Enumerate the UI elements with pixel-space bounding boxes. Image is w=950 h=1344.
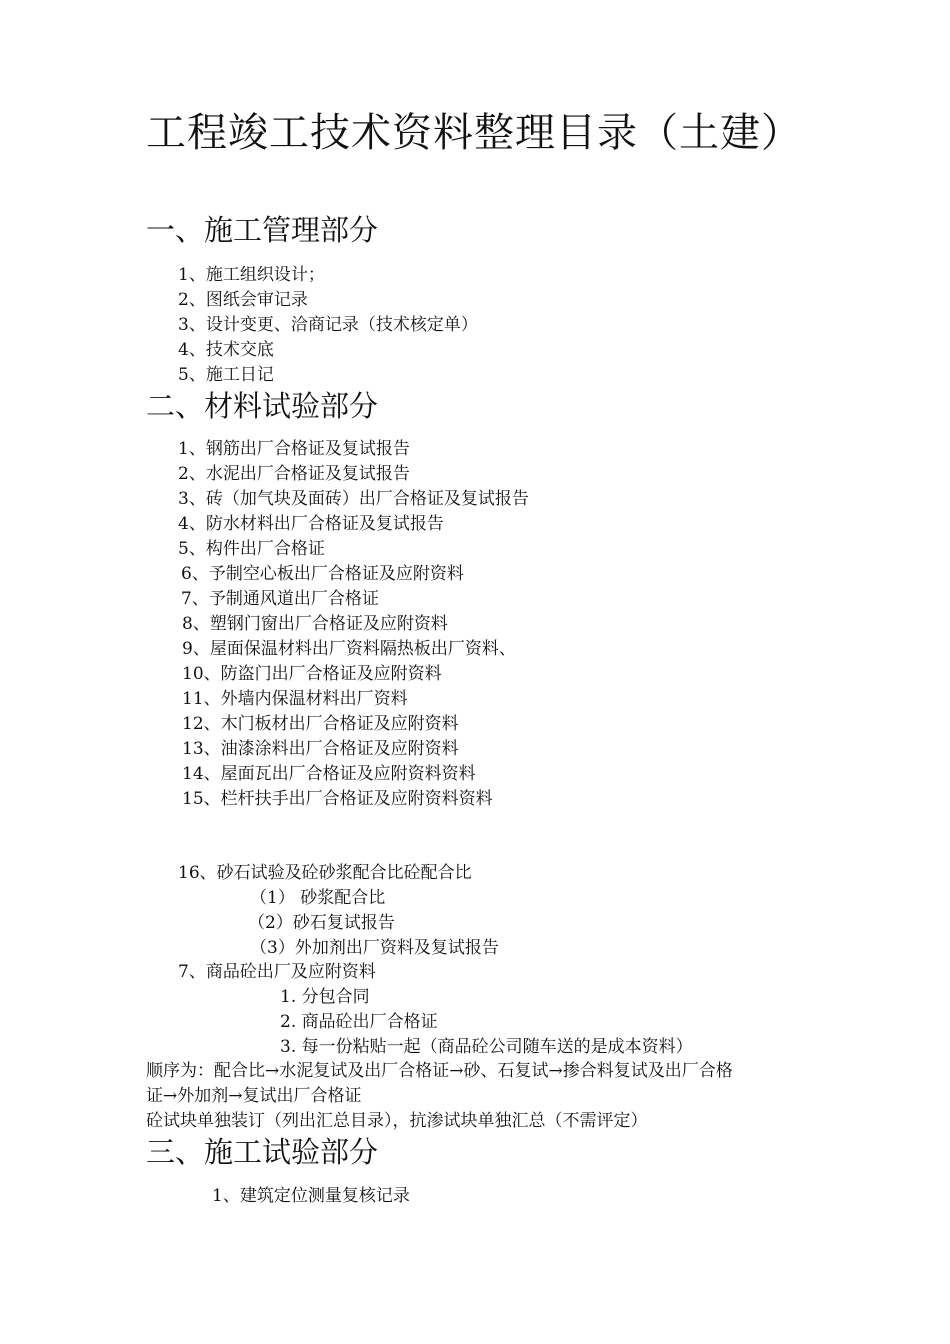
list-item: 3、砖（加气块及面砖）出厂合格证及复试报告	[178, 489, 529, 509]
list-item: 5、施工日记	[178, 365, 274, 385]
list-item: 1、建筑定位测量复核记录	[212, 1186, 410, 1206]
list-item: 4、防水材料出厂合格证及复试报告	[178, 514, 444, 534]
list-item: 1、钢筋出厂合格证及复试报告	[178, 439, 410, 459]
list-item: 7、商品砼出厂及应附资料	[178, 962, 376, 982]
list-item: 1、施工组织设计；	[178, 265, 325, 285]
list-item: 10、防盗门出厂合格证及应附资料	[182, 664, 442, 684]
sub-list-item: （2）砂石复试报告	[248, 913, 395, 933]
list-item: 6、予制空心板出厂合格证及应附资料	[181, 564, 464, 584]
sub-list-item: （3）外加剂出厂资料及复试报告	[250, 938, 499, 958]
section-heading-construction-testing: 三、施工试验部分	[146, 1135, 379, 1169]
document-title: 工程竣工技术资料整理目录（土建）	[146, 110, 802, 156]
section-heading-construction-management: 一、施工管理部分	[146, 213, 379, 247]
section-heading-material-testing: 二、材料试验部分	[146, 389, 379, 423]
test-block-note: 砼试块单独装订（列出汇总目录），抗渗试块单独汇总（不需评定）	[146, 1111, 648, 1131]
list-item: 15、栏杆扶手出厂合格证及应附资料资料	[182, 789, 493, 809]
list-item: 9、屋面保温材料出厂资料隔热板出厂资料、	[182, 639, 516, 659]
list-item: 8、塑钢门窗出厂合格证及应附资料	[182, 614, 448, 634]
list-item: 12、木门板材出厂合格证及应附资料	[182, 714, 459, 734]
list-item: 4、技术交底	[178, 340, 274, 360]
list-item: 5、构件出厂合格证	[178, 539, 325, 559]
order-note: 顺序为：配合比→水泥复试及出厂合格证→砂、石复试→掺合料复试及出厂合格	[146, 1061, 733, 1081]
list-item: 14、屋面瓦出厂合格证及应附资料资料	[182, 764, 476, 784]
list-item: 3、设计变更、洽商记录（技术核定单）	[178, 315, 478, 335]
sub-list-item: 3. 每一份粘贴一起（商品砼公司随车送的是成本资料）	[280, 1037, 693, 1057]
order-note-continued: 证→外加剂→复试出厂合格证	[146, 1086, 362, 1106]
sub-list-item: 2. 商品砼出厂合格证	[280, 1012, 438, 1032]
list-item: 13、油漆涂料出厂合格证及应附资料	[182, 739, 459, 759]
list-item: 2、图纸会审记录	[178, 290, 308, 310]
list-item: 11、外墙内保温材料出厂资料	[182, 689, 408, 709]
sub-list-item: （1） 砂浆配合比	[250, 888, 386, 908]
list-item: 2、水泥出厂合格证及复试报告	[178, 464, 410, 484]
list-item: 16、砂石试验及砼砂浆配合比砼配合比	[178, 863, 472, 883]
sub-list-item: 1. 分包合同	[280, 987, 370, 1007]
list-item: 7、予制通风道出厂合格证	[181, 589, 379, 609]
